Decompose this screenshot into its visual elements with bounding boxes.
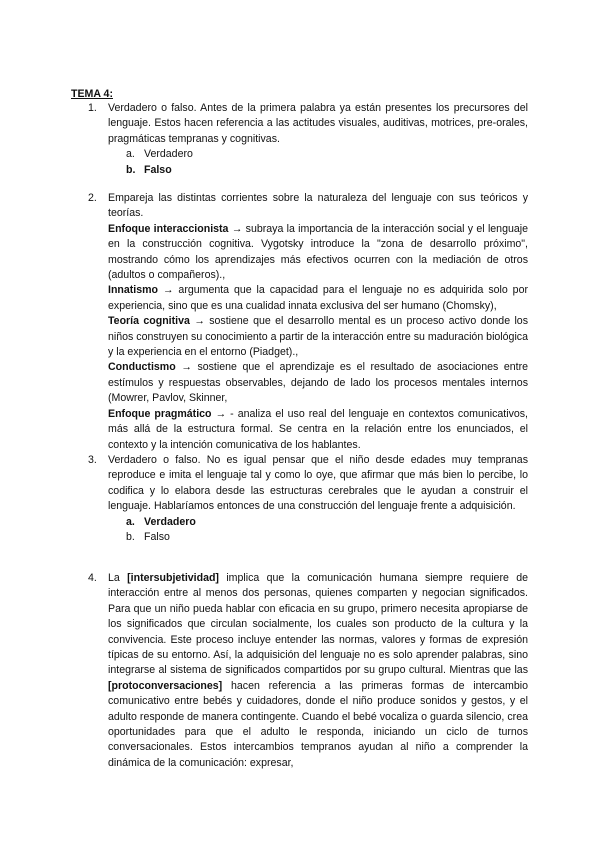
theory-term: Enfoque pragmático xyxy=(108,407,212,420)
question-4 xyxy=(88,571,528,771)
theory-item: Enfoque pragmático → - analiza el uso real del lenguaje en contextos comunicativos, más allá de la estructura formal. Se centra en la relación entre los enunciados, el contexto y la intención comunicativa de los hablantes. xyxy=(108,407,528,451)
question-number: 1. xyxy=(88,102,97,114)
question-2 xyxy=(88,191,528,453)
keyword-protoconversaciones: [protoconversaciones] xyxy=(108,679,223,692)
option-b: b. Falso xyxy=(126,531,170,544)
question-number: 4. xyxy=(88,572,97,584)
theory-item: Innatismo → argumenta que la capacidad para el lenguaje no es adquirida solo por experiencia, sino que es una cualidad innata exclusiva del ser humano (Chomsky), xyxy=(108,284,528,312)
theory-term: Teoría cognitiva xyxy=(108,315,190,328)
question-1 xyxy=(88,101,528,178)
theory-item: Conductismo → sostiene que el aprendizaje es el resultado de asociaciones entre estímulos y respuestas observables, dejando de lado los procesos mentales internos (Mowrer, Pavlov, Skinner, xyxy=(108,361,528,405)
option-a: a. Verdadero xyxy=(126,148,193,161)
theory-term: Enfoque interaccionista xyxy=(108,222,229,235)
question-text: La [intersubjetividad] implica que la comunicación humana siempre requiere de interacción entre al menos dos personas, quienes comparten y negocian significados. Para que un niño pueda hablar con eficacia en su grupo, primero necesita apropiarse de los significados que circulan socialmente, los cuales son producto de la cultura y la convivencia. Este proceso incluye entender las normas, valores y formas de expresión típicas de su entorno. Así, la adquisición del lenguaje no es solo aprender palabras, sino integrarse al sistema de significados compartidos por su grupo cultural. Mientras que las [protoconversaciones] hacen referencia a las primeras formas de intercambio comunicativo entre bebés y cuidadores, donde el niño produce sonidos y gestos, y el adulto responde de manera contingente. Cuando el bebé vocaliza o guarda silencio, crea oportunidades para que el adulto le responda, iniciando un ciclo de turnos conversacionales. Estos intercambios tempranos ayudan al niño a comprender la dinámica de la comunicación: expresar, xyxy=(108,572,528,769)
option-a-selected: a. Verdadero xyxy=(126,515,196,528)
question-text: Empareja las distintas corrientes sobre la naturaleza del lenguaje con sus teóricos y teorías. xyxy=(108,192,528,220)
theory-item: Teoría cognitiva → sostiene que el desarrollo mental es un proceso activo donde los niños construyen su conocimiento a partir de la interacción entre su maduración biológica y la experiencia en el entorno (Piadget)., xyxy=(108,315,528,359)
question-3 xyxy=(88,453,528,545)
question-text: Verdadero o falso. Antes de la primera palabra ya están presentes los precursores del lenguaje. Estos hacen referencia a las actitudes visuales, auditivas, motrices, pre-orales, pragmáticas tempranas y cognitivas. xyxy=(108,102,528,145)
keyword-intersubjetividad: [intersubjetividad] xyxy=(127,572,219,584)
options-list xyxy=(126,147,528,178)
question-number: 3. xyxy=(88,454,97,466)
theory-term: Conductismo xyxy=(108,361,176,374)
question-text: Verdadero o falso. No es igual pensar que el niño desde edades muy tempranas reproduce e imita el lenguaje tal y como lo oye, que afirmar que más bien lo percibe, lo codifica y lo elabora desde las estructuras cerebrales que le ayudan a construir el lenguaje. Hablaríamos entonces de una construcción del lenguaje frente a adquisición. xyxy=(108,454,528,513)
theory-item: Enfoque interaccionista → subraya la importancia de la interacción social y el lenguaje en la construcción cognitiva. Vygotsky introduce la "zona de desarrollo próximo", mostrando cómo los aprendizajes más efectivos ocurren con la mediación de otros (adultos o compañeros)., xyxy=(108,222,528,282)
theory-term: Innatismo xyxy=(108,284,159,297)
option-b-selected: b. Falso xyxy=(126,163,172,176)
question-number: 2. xyxy=(88,192,97,204)
options-list xyxy=(126,515,528,546)
page-title: TEMA 4: xyxy=(71,88,113,100)
